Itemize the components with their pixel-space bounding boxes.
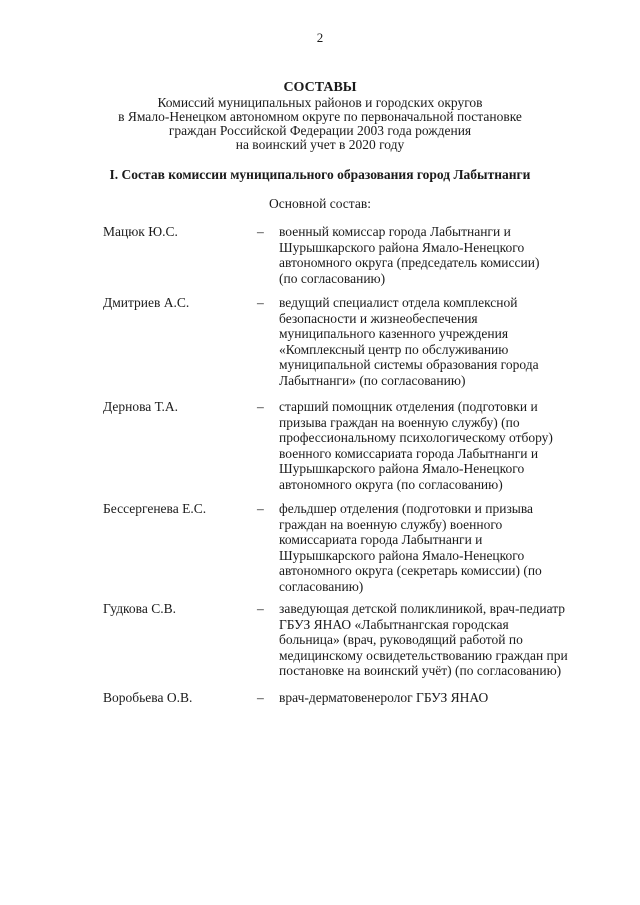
member-description [279,690,589,706]
member-dash: – [257,690,264,705]
description-line: автономного округа (секретарь комиссии) (по [279,563,542,578]
description-line: Лабытнанги» (по согласованию) [279,372,466,388]
description-line: муниципальной системы образования города [279,357,539,372]
member-name: Гудкова С.В. [103,601,177,616]
description-line: фельдшер отделения (подготовки и призыва [279,501,534,516]
description-line: Шурышкарского района Ямало-Ненецкого [279,239,525,255]
member-name: Дернова Т.А. [103,399,179,414]
description-line: (по согласованию) [279,270,386,286]
description-line: автономного округа (по согласованию) [279,476,503,492]
list-label: Основной состав: [269,196,371,211]
member-name: Дмитриев А.С. [103,295,190,310]
description-line: врач-дерматовенеролог ГБУЗ ЯНАО [279,690,489,705]
description-line: призыва граждан на военную службу) (по [279,414,520,430]
description-line: муниципального казенного учреждения [279,326,509,341]
member-dash: – [257,601,264,616]
subtitle-line: Комиссий муниципальных районов и городских округов [157,95,483,110]
member-name: Воробьева О.В. [103,690,193,705]
description-line: военного комиссариата города Лабытнанги и [279,445,539,461]
subtitle-line: граждан Российской Федерации 2003 года рождения [168,123,472,138]
member-dash: – [257,501,264,516]
member-dash: – [257,295,264,310]
document-title: СОСТАВЫ [283,80,357,95]
description-line: профессиональному психологическому отбору) [279,430,553,445]
document-heading [0,80,640,152]
description-line: постановке на воинский учёт) (по согласованию) [279,663,562,678]
description-line: медицинскому освидетельствованию граждан при [279,647,568,663]
description-line: военный комиссар города Лабытнанги и [279,224,511,239]
description-line: заведующая детской поликлиникой, врач-педиатр [279,601,566,616]
description-line: старший помощник отделения (подготовки и [279,399,538,414]
member-dash: – [257,399,264,414]
member-description [279,501,589,594]
member-description [279,399,589,492]
description-line: безопасности и жизнеобеспечения [279,310,478,326]
description-line: больница» (врач, руководящий работой по [279,632,523,647]
description-line: Шурышкарского района Ямало-Ненецкого [279,461,525,476]
description-line: ГБУЗ ЯНАО «Лабытнангская городская [279,616,509,632]
member-name: Мацюк Ю.С. [103,224,178,239]
page-number: 2 [316,30,324,45]
section-title: I. Состав комиссии муниципального образования город Лабытнанги [109,167,531,182]
subtitle-line: в Ямало-Ненецком автономном округе по первоначальной постановке [118,109,522,124]
description-line: согласованию) [279,578,364,594]
member-description [279,224,589,286]
description-line: автономного округа (председатель комиссии) [279,255,540,270]
member-description [279,295,589,388]
member-dash: – [257,224,264,239]
member-name: Бессергенева Е.С. [103,501,207,516]
description-line: Шурышкарского района Ямало-Ненецкого [279,547,525,563]
description-line: «Комплексный центр по обслуживанию [279,341,509,357]
member-description [279,601,589,679]
description-line: граждан на военную службу) военного [279,516,503,532]
description-line: комиссариата города Лабытнанги и [279,532,483,547]
description-line: ведущий специалист отдела комплексной [279,295,518,310]
subtitle-line: на воинский учет в 2020 году [235,137,405,152]
